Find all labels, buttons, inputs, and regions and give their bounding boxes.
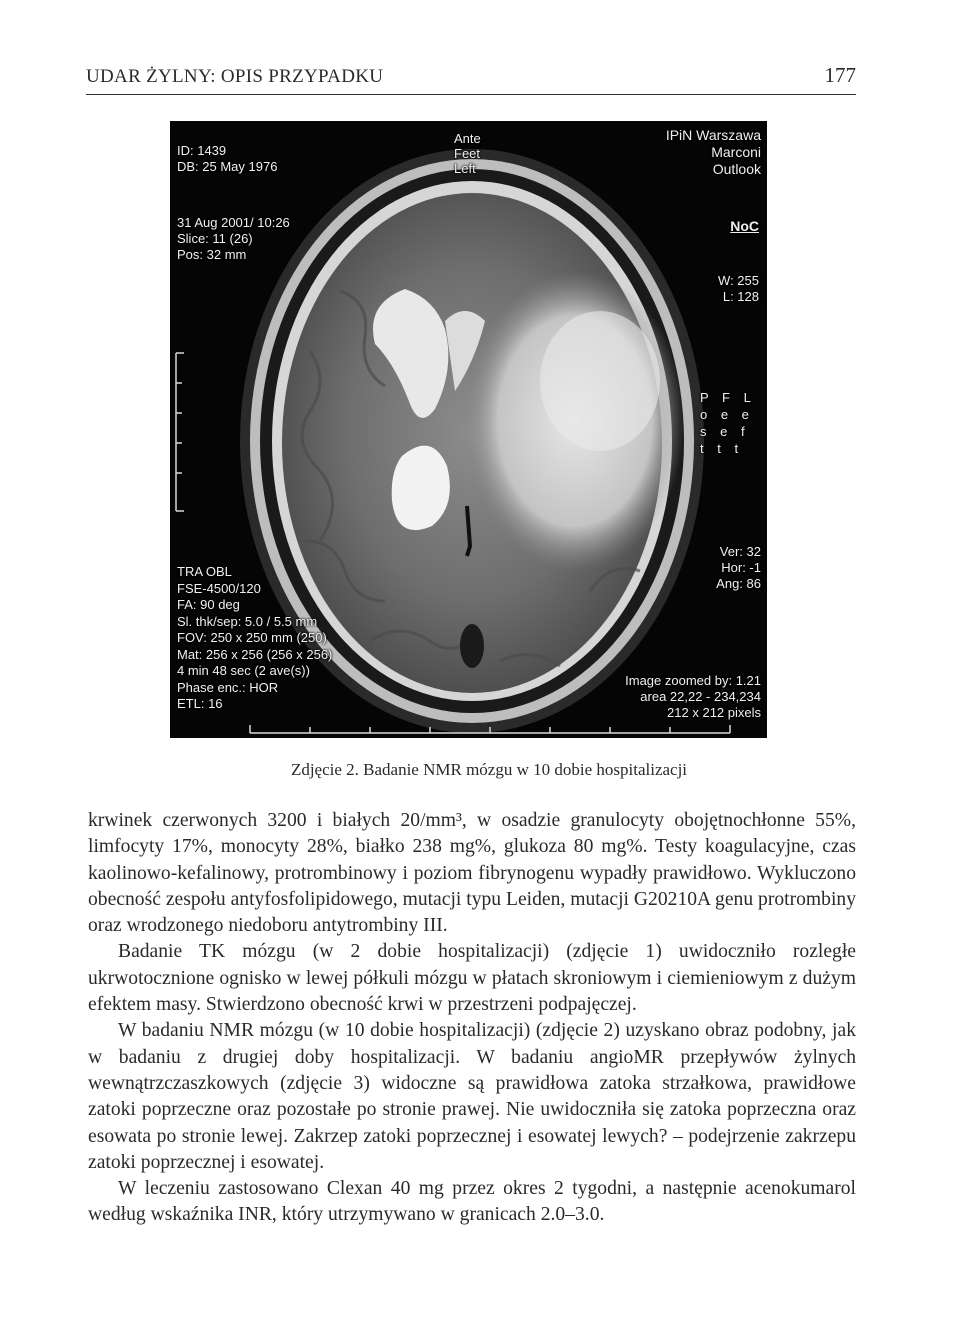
overlay-line: ID: 1439 xyxy=(177,143,227,158)
paragraph: W leczeniu zastosowano Clexan 40 mg przez okres 2 tygodni, a następnie acenokumarol według wskaźnika INR, który utrzymywano w granicach 2.0–3.0. xyxy=(88,1178,856,1226)
overlay-line: IPiN Warszawa xyxy=(665,127,761,143)
overlay-line: Left xyxy=(454,161,476,176)
overlay-sequence-params xyxy=(177,564,332,713)
overlay-line: 212 x 212 pixels xyxy=(667,705,761,720)
overlay-line: Sl. thk/sep: 5.0 / 5.5 mm xyxy=(177,613,318,629)
overlay-line: 4 min 48 sec (2 ave(s)) xyxy=(177,663,310,678)
overlay-window-level xyxy=(718,273,759,305)
running-header xyxy=(86,62,856,95)
body-text xyxy=(88,808,856,1229)
overlay-line: Marconi xyxy=(711,144,761,160)
overlay-line: Image zoomed by: 1.21 xyxy=(625,673,761,688)
paragraph: Badanie TK mózgu (w 2 dobie hospitalizacji) (zdjęcie 1) uwidoczniło rozległe ukrwotocznione ognisko w lewej półkuli mózgu w płatach skroniowym i ciemieniowym z dużym efektem masy. Stwierdzono obecność krwi w przestrzeni podpajęczej. xyxy=(88,941,856,1016)
overlay-line: Outlook xyxy=(712,161,761,177)
mri-figure xyxy=(170,121,767,738)
overlay-line: FOV: 250 x 250 mm (250) xyxy=(177,630,327,645)
overlay-line: area 22,22 - 234,234 xyxy=(640,689,761,704)
overlay-line: s e f xyxy=(700,424,750,439)
paragraph: W badaniu NMR mózgu (w 10 dobie hospitalizacji) (zdjęcie 2) uzyskano obraz podobny, jak w badaniu z drugiej doby hospitalizacji. W badaniu angioMR przepływów żylnych wewnątrzczaszkowych (zdjęcie 3) widoczne są prawidłowa zatoka strzałkowa, prawidłowe zatoki poprzeczne oraz pozostałe po stronie prawej. Nie uwidoczniła się zatoka poprzeczna oraz esowata po stronie lewej. Zakrzep zatoki poprzecznej i esowatej lewych? – podejrzenie zakrzepu zatoki poprzecznej i esowatej. xyxy=(88,1020,856,1173)
overlay-line: FA: 90 deg xyxy=(177,597,240,612)
overlay-line: Ante xyxy=(454,131,481,146)
overlay-orientation-top xyxy=(454,131,481,176)
overlay-institution xyxy=(666,127,761,178)
overlay-orientation-grid xyxy=(700,389,756,457)
overlay-noc: NoC xyxy=(730,218,759,234)
overlay-line: Feet xyxy=(454,146,481,161)
overlay-line: L: 128 xyxy=(722,289,759,304)
overlay-line: o e e xyxy=(700,407,754,422)
overlay-line: t t t xyxy=(700,441,744,456)
overlay-line: Hor: -1 xyxy=(721,560,761,575)
running-title: UDAR ŻYLNY: OPIS PRZYPADKU xyxy=(86,66,384,87)
overlay-line: FSE-4500/120 xyxy=(177,580,261,596)
overlay-line: Mat: 256 x 256 (256 x 256) xyxy=(177,646,333,662)
overlay-angles xyxy=(716,544,761,592)
overlay-line: Ver: 32 xyxy=(719,544,761,559)
overlay-scan-info xyxy=(177,215,290,263)
overlay-line: Slice: 11 (26) xyxy=(177,231,253,246)
overlay-line: ETL: 16 xyxy=(177,696,223,711)
figure-caption: Zdjęcie 2. Badanie NMR mózgu w 10 dobie hospitalizacji xyxy=(290,760,688,779)
overlay-line: 31 Aug 2001/ 10:26 xyxy=(177,215,290,230)
page-number: 177 xyxy=(824,63,856,87)
overlay-line: DB: 25 May 1976 xyxy=(177,159,278,174)
overlay-line: TRA OBL xyxy=(177,564,232,579)
overlay-line: Ang: 86 xyxy=(716,576,761,591)
overlay-line: Pos: 32 mm xyxy=(177,247,247,262)
paragraph: krwinek czerwonych 3200 i białych 20/mm³, w osadzie granulocyty obojętnochłonne 55%, limfocyty 17%, monocyty 28%, białko 238 mg%, glukoza 80 mg%. Testy koagulacyjne, czas kaolinowo-kefalinowy, protrombinowy i poziom fibrynogenu wypadły prawidłowo. Wykluczono obecność zespołu antyfosfolipidowego, mutacji typu Leiden, mutacji G20210A genu protrombiny oraz wrodzonego niedoboru antytrombiny III. xyxy=(88,810,856,937)
overlay-zoom-info xyxy=(625,673,761,721)
overlay-patient-info xyxy=(177,143,277,175)
overlay-line: Phase enc.: HOR xyxy=(177,679,279,695)
overlay-line: P F L xyxy=(700,390,756,405)
overlay-line: W: 255 xyxy=(718,273,759,288)
